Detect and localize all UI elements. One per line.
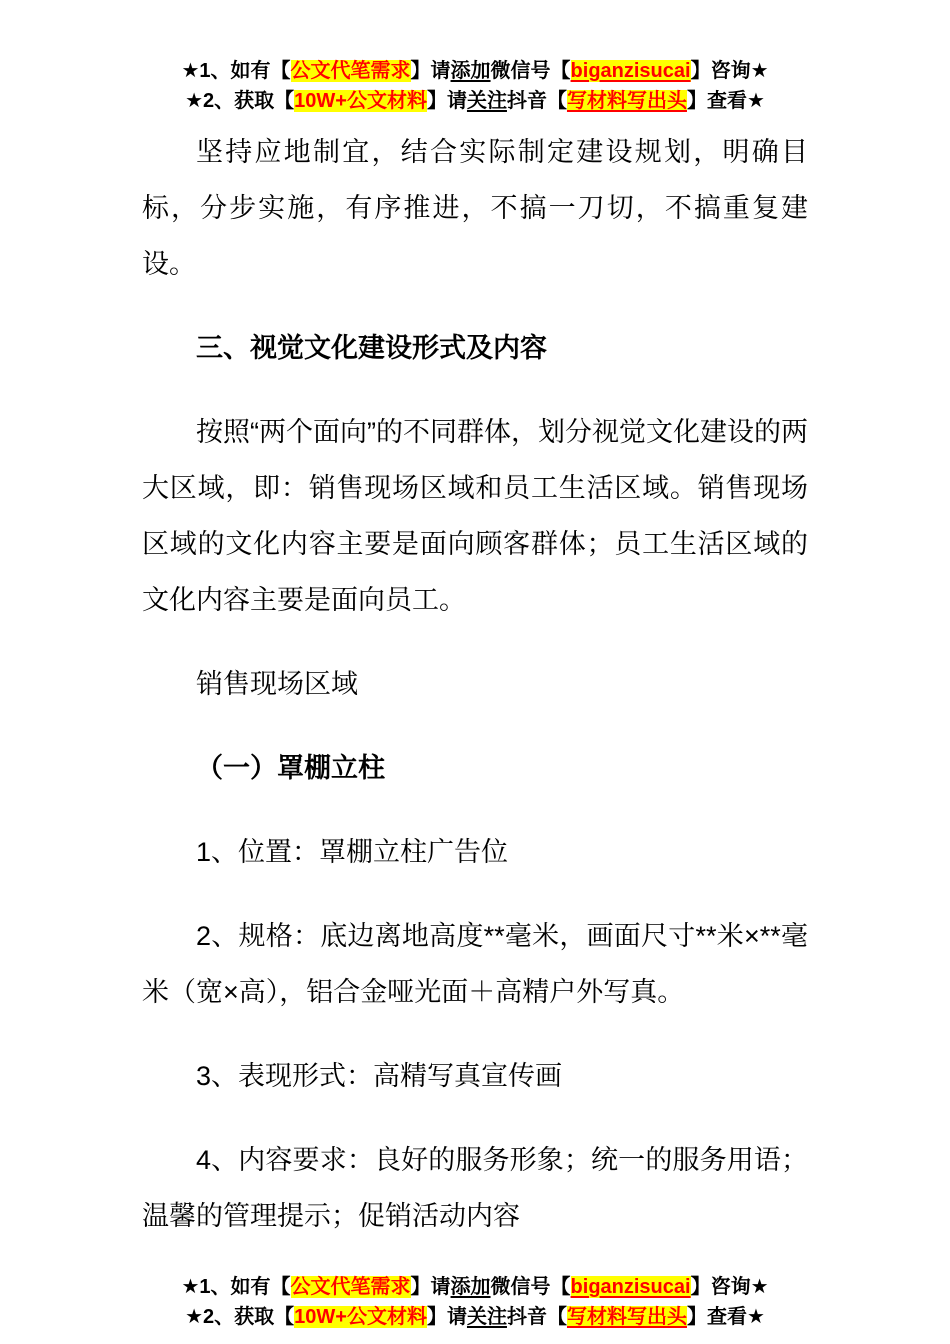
header-notice-line-1 (142, 56, 808, 86)
notice-highlight-wechat-id: biganzisucai (570, 60, 691, 82)
notice-text: 抖音【 (506, 1306, 567, 1328)
notice-text: 】请 (410, 1276, 451, 1298)
notice-text: ★1、如有【 (181, 60, 291, 82)
notice-text: 】咨询★ (690, 1276, 769, 1298)
item-2-specification: 2、规格：底边离地高度**毫米，画面尺寸**米×**毫米（宽×高），铝合金哑光面＋高精户外写真。 (142, 921, 808, 1007)
intro-paragraph: 坚持应地制宜，结合实际制定建设规划，明确目标，分步实施，有序推进，不搞一刀切，不搞重复建设。 (142, 137, 808, 279)
notice-text: 】查看★ (686, 1306, 765, 1328)
notice-underline-add: 添加 (450, 60, 491, 82)
item-1-location: 1、位置：罩棚立柱广告位 (196, 837, 509, 867)
footer-notice-line-1 (142, 1272, 808, 1302)
notice-text: 抖音【 (506, 90, 567, 112)
footer-notice-line-2 (142, 1302, 808, 1332)
notice-text: 】查看★ (686, 90, 765, 112)
item-4-content-requirements: 4、内容要求：良好的服务形象；统一的服务用语；温馨的管理提示；促销活动内容 (142, 1145, 808, 1231)
notice-text: 】请 (410, 60, 451, 82)
notice-highlight-douyin-id: 写材料写出头 (566, 90, 687, 112)
notice-highlight-wechat-need: 公文代笔需求 (290, 1276, 411, 1298)
section-paragraph: 按照“两个面向”的不同群体，划分视觉文化建设的两大区域，即：销售现场区域和员工生活区域。销售现场区域的文化内容主要是面向顾客群体；员工生活区域的文化内容主要是面向员工。 (142, 417, 808, 615)
notice-highlight-wechat-need: 公文代笔需求 (290, 60, 411, 82)
item-3-form: 3、表现形式：高精写真宣传画 (196, 1061, 563, 1091)
notice-highlight-materials: 10W+公文材料 (294, 1306, 427, 1328)
notice-text: ★2、获取【 (185, 90, 295, 112)
notice-text: 】请 (426, 1306, 467, 1328)
item-heading: （一）罩棚立柱 (196, 753, 385, 783)
notice-underline-add: 添加 (450, 1276, 491, 1298)
notice-highlight-wechat-id: biganzisucai (570, 1276, 691, 1298)
notice-text: 微信号【 (490, 60, 571, 82)
notice-text: 微信号【 (490, 1276, 571, 1298)
notice-text: ★2、获取【 (185, 1306, 295, 1328)
header-notice-line-2 (142, 86, 808, 116)
notice-text: ★1、如有【 (181, 1276, 291, 1298)
notice-highlight-materials: 10W+公文材料 (294, 90, 427, 112)
section-heading: 三、视觉文化建设形式及内容 (196, 333, 547, 363)
notice-text: 】请 (426, 90, 467, 112)
notice-text: 】咨询★ (690, 60, 769, 82)
area-label: 销售现场区域 (196, 669, 358, 699)
notice-underline-follow: 关注 (466, 90, 507, 112)
notice-underline-follow: 关注 (466, 1306, 507, 1328)
document-body (142, 124, 808, 1272)
header-notice (142, 56, 808, 116)
notice-highlight-douyin-id: 写材料写出头 (566, 1306, 687, 1328)
footer-notice (142, 1272, 808, 1332)
